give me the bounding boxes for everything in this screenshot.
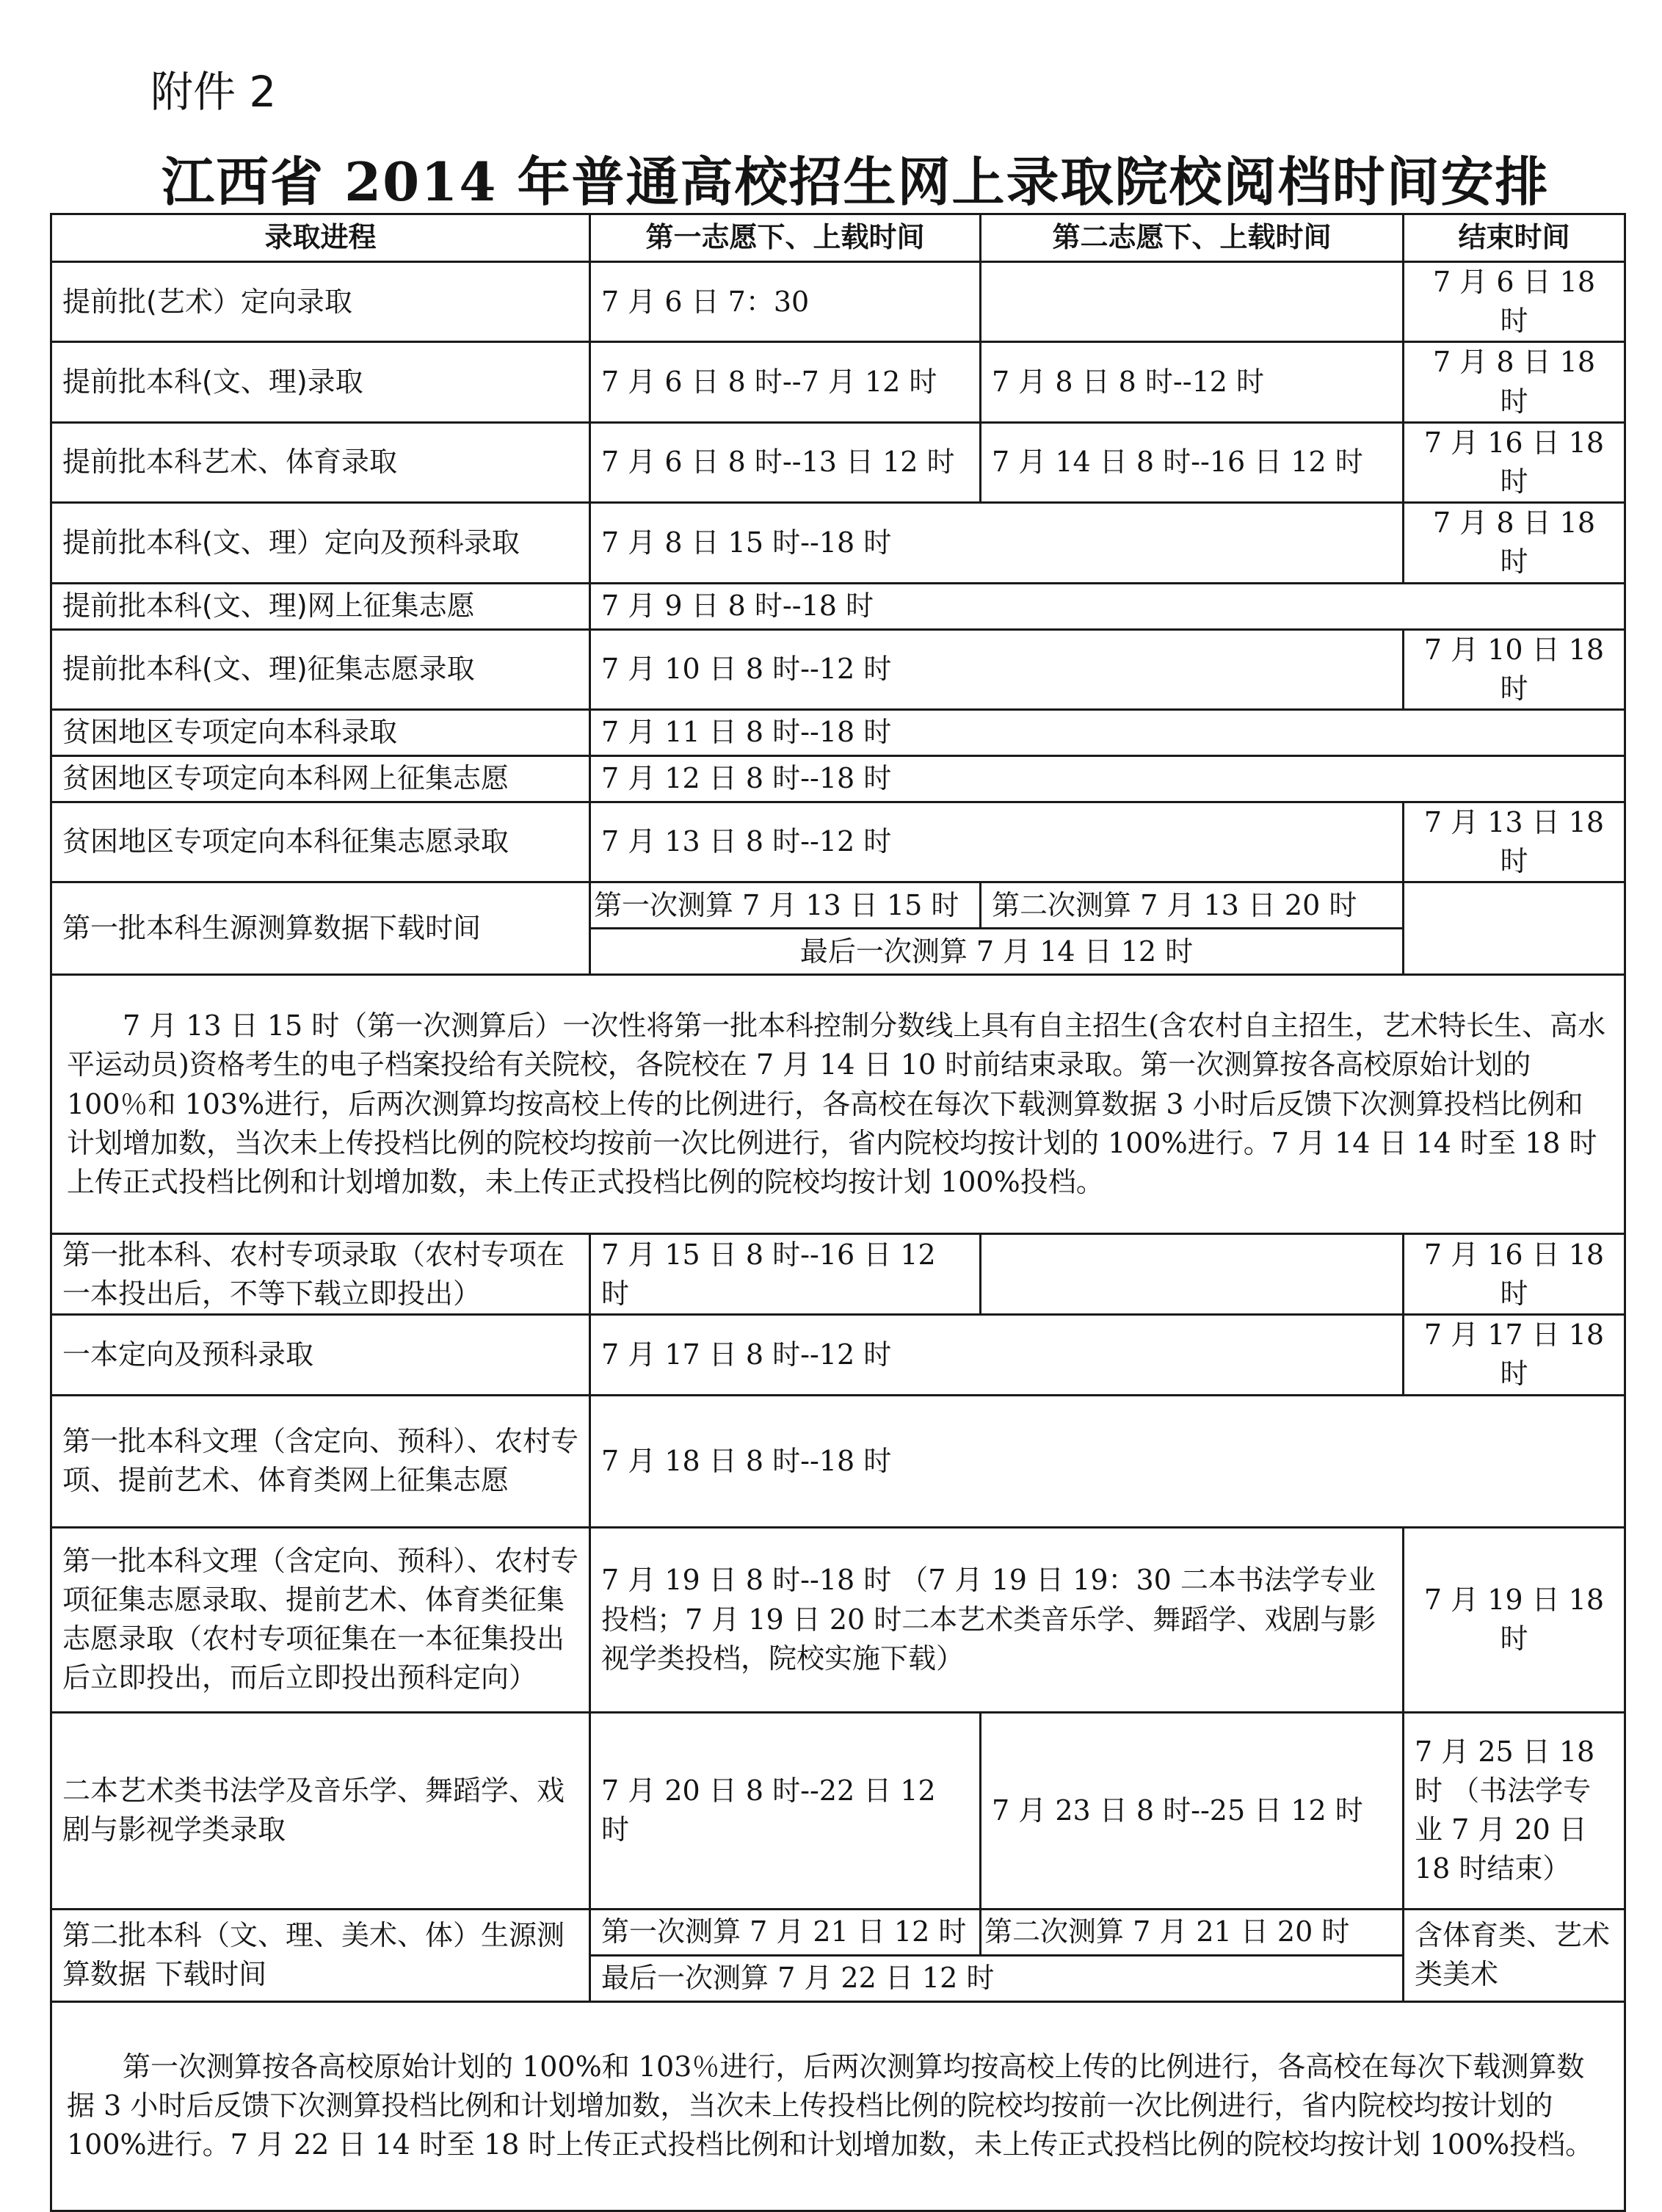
process-cell: 提前批本科(文、理)录取: [51, 342, 590, 422]
end-cell: 含体育类、艺术类美术: [1404, 1909, 1625, 2001]
second-cell: [981, 262, 1404, 342]
table-row: [51, 583, 1625, 629]
first-cell: 7 月 12 日 8 时--18 时: [590, 755, 1625, 802]
note-row: [51, 975, 1625, 1234]
table-row: [51, 882, 1625, 929]
second-cell: 7 月 8 日 8 时--12 时: [981, 342, 1404, 422]
process-cell: 贫困地区专项定向本科录取: [51, 709, 590, 755]
first-cell: 7 月 18 日 8 时--18 时: [590, 1395, 1625, 1527]
first-cell: 7 月 6 日 8 时--7 月 12 时: [590, 342, 981, 422]
end-cell: 7 月 16 日 18 时: [1404, 1234, 1625, 1315]
header-second: 第二志愿下、上载时间: [981, 214, 1404, 262]
table-row: [51, 802, 1625, 882]
table-row: [51, 422, 1625, 502]
first-cell: 7 月 20 日 8 时--22 日 12 时: [590, 1712, 981, 1909]
process-cell: 一本定向及预科录取: [51, 1315, 590, 1395]
attachment-label: 附件 2: [150, 67, 277, 117]
end-cell: 7 月 13 日 18 时: [1404, 802, 1625, 882]
table-row: [51, 1527, 1625, 1712]
end-cell: 7 月 8 日 18 时: [1404, 342, 1625, 422]
table-row: [51, 755, 1625, 802]
end-cell: 7 月 10 日 18 时: [1404, 629, 1625, 709]
end-cell: 7 月 19 日 18 时: [1404, 1527, 1625, 1712]
schedule-table: [50, 213, 1626, 2212]
table-row: [51, 629, 1625, 709]
first-cell: 7 月 8 日 15 时--18 时: [590, 503, 1404, 583]
note-row: [51, 2001, 1625, 2211]
second-cell: 7 月 14 日 8 时--16 日 12 时: [981, 422, 1404, 502]
table-row: [51, 342, 1625, 422]
first-cell: 7 月 10 日 8 时--12 时: [590, 629, 1404, 709]
table-row: [51, 262, 1625, 342]
first-cell: 7 月 17 日 8 时--12 时: [590, 1315, 1404, 1395]
table-row: [51, 1909, 1625, 1955]
end-cell: 7 月 16 日 18 时: [1404, 422, 1625, 502]
end-cell: 7 月 17 日 18 时: [1404, 1315, 1625, 1395]
first-cell: 7 月 6 日 7：30: [590, 262, 981, 342]
first-cell: 7 月 9 日 8 时--18 时: [590, 583, 1625, 629]
first-cell: 7 月 13 日 8 时--12 时: [590, 802, 1404, 882]
page-title: 江西省 2014 年普通高校招生网上录取院校阅档时间安排: [162, 151, 1550, 213]
header-first: 第一志愿下、上载时间: [590, 214, 981, 262]
second-cell: [981, 1234, 1404, 1315]
last-calc-cell: 最后一次测算 7 月 14 日 12 时: [590, 929, 1404, 975]
table-row: [51, 709, 1625, 755]
process-cell: 第一批本科文理（含定向、预科）、农村专项征集志愿录取、提前艺术、体育类征集志愿录取（农村专项征集在一本征集投出后立即投出，而后立即投出预科定向）: [51, 1527, 590, 1712]
process-cell: 提前批本科艺术、体育录取: [51, 422, 590, 502]
process-cell: 第二批本科（文、理、美术、体）生源测算数据 下载时间: [51, 1909, 590, 2001]
end-cell: 7 月 6 日 18 时: [1404, 262, 1625, 342]
table-row: [51, 503, 1625, 583]
note-text: 7 月 13 日 15 时（第一次测算后）一次性将第一批本科控制分数线上具有自主招生(含农村自主招生，艺术特长生、高水平运动员)资格考生的电子档案投给有关院校，各院校在 7 月 14 日 10 时前结束录取。第一次测算按各高校原始计划的 100％和 103%进行，后两次测算均按高校上传的比例进行，各高校在每次下载测算数据 3 小时后反馈下次测算投档比例和计划增加数，当次未上传投档比例的院校均按前一次比例进行，省内院校均按计划的 100%进行。7 月 14 日 14 时至 18 时上传正式投档比例和计划增加数，未上传正式投档比例的院校均按计划 100%投档。: [51, 975, 1625, 1234]
process-cell: 提前批本科(文、理)征集志愿录取: [51, 629, 590, 709]
table-row: [51, 1234, 1625, 1315]
process-cell: 第一批本科文理（含定向、预科）、农村专项、提前艺术、体育类网上征集志愿: [51, 1395, 590, 1527]
process-cell: 二本艺术类书法学及音乐学、舞蹈学、戏剧与影视学类录取: [51, 1712, 590, 1909]
second-cell: 第二次测算 7 月 21 日 20 时: [981, 1909, 1404, 1955]
second-cell: 第二次测算 7 月 13 日 20 时: [981, 882, 1404, 929]
process-cell: 贫困地区专项定向本科征集志愿录取: [51, 802, 590, 882]
process-cell: 提前批本科(文、理)网上征集志愿: [51, 583, 590, 629]
header-process: 录取进程: [51, 214, 590, 262]
first-cell: 7 月 19 日 8 时--18 时 （7 月 19 日 19：30 二本书法学专业投档；7 月 19 日 20 时二本艺术类音乐学、舞蹈学、戏剧与影视学类投档，院校实施下载）: [590, 1527, 1404, 1712]
note-text: 第一次测算按各高校原始计划的 100%和 103％进行，后两次测算均按高校上传的比例进行，各高校在每次下载测算数据 3 小时后反馈下次测算投档比例和计划增加数，当次未上传投档比例的院校均按前一次比例进行，省内院校均按计划的 100%进行。7 月 22 日 14 时至 18 时上传正式投档比例和计划增加数，未上传正式投档比例的院校均按计划 100%投档。: [51, 2001, 1625, 2211]
table-row: [51, 1395, 1625, 1527]
process-cell: 提前批本科(文、理）定向及预科录取: [51, 503, 590, 583]
second-cell: 7 月 23 日 8 时--25 日 12 时: [981, 1712, 1404, 1909]
end-cell: [1404, 882, 1625, 975]
end-cell: 7 月 25 日 18 时 （书法学专业 7 月 20 日 18 时结束）: [1404, 1712, 1625, 1909]
table-header-row: [51, 214, 1625, 262]
process-cell: 贫困地区专项定向本科网上征集志愿: [51, 755, 590, 802]
header-end: 结束时间: [1404, 214, 1625, 262]
table-row: [51, 1315, 1625, 1395]
first-cell: 第一次测算 7 月 13 日 15 时: [590, 882, 981, 929]
process-cell: 第一批本科、农村专项录取（农村专项在一本投出后，不等下载立即投出）: [51, 1234, 590, 1315]
first-cell: 7 月 15 日 8 时--16 日 12 时: [590, 1234, 981, 1315]
process-cell: 第一批本科生源测算数据下载时间: [51, 882, 590, 975]
end-cell: 7 月 8 日 18 时: [1404, 503, 1625, 583]
table-row: [51, 1712, 1625, 1909]
process-cell: 提前批(艺术）定向录取: [51, 262, 590, 342]
first-cell: 7 月 6 日 8 时--13 日 12 时: [590, 422, 981, 502]
last-calc-cell: 最后一次测算 7 月 22 日 12 时: [590, 1955, 1404, 2001]
first-cell: 第一次测算 7 月 21 日 12 时: [590, 1909, 981, 1955]
first-cell: 7 月 11 日 8 时--18 时: [590, 709, 1625, 755]
